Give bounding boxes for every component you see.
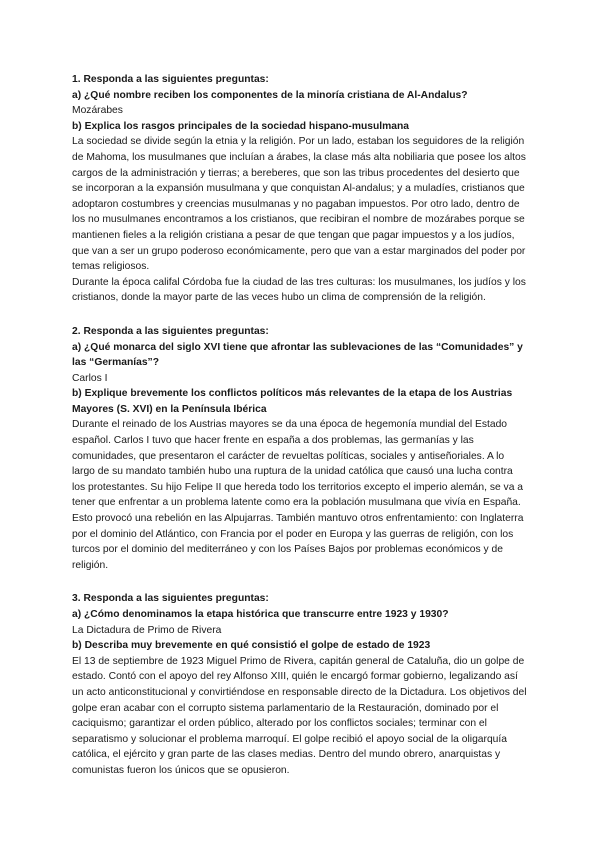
section-3 xyxy=(72,591,528,778)
section-heading: 3. Responda a las siguientes preguntas: xyxy=(72,593,269,605)
essay-paragraph: Durante la época califal Córdoba fue la ciudad de las tres culturas: los musulmanes, los judíos y los cristianos, donde la mayor parte de las veces hubo un clima de comprensión de la religión. xyxy=(72,276,526,304)
section-2 xyxy=(72,324,528,574)
section-heading: 1. Responda a las siguientes preguntas: xyxy=(72,74,269,85)
essay-question: b) Explica los rasgos principales de la sociedad hispano-musulmana xyxy=(72,120,410,132)
essay-question: b) Describa muy brevemente en qué consistió el golpe de estado de 1923 xyxy=(72,640,431,652)
short-answer: Carlos I xyxy=(72,372,108,384)
document-page xyxy=(72,72,528,797)
section-1 xyxy=(72,72,528,306)
short-question: a) ¿Qué nombre reciben los componentes de la minoría cristiana de Al-Andalus? xyxy=(72,89,468,101)
section-heading: 2. Responda a las siguientes preguntas: xyxy=(72,325,269,337)
short-answer: Mozárabes xyxy=(72,105,123,117)
essay-paragraph: La sociedad se divide según la etnia y la religión. Por un lado, estaban los seguidores de la religión de Mahoma, los musulmanes que incluían a árabes, la clase más alta nobiliaria que posee los altos cargos de la administración y tierras; a bereberes, que son las tribus procedentes del desierto que se incorporan a la expansión musulmana y que conquistan Al-andalus; y a muladíes, cristianos que adoptaron costumbres y creencias musulmanas y no pagaban impuestos. Por otro lado, dentro de los no musulmanes encontramos a los cristianos, que recibiran el nombre de mozárabes porque se mantienen fieles a la religión cristiana a pesar de que tengan que pagar impuestos y a los judíos, que van a ser un grupo poderoso económicamente, pero que van a estar marginados del poder por temas religiosos. xyxy=(72,136,526,273)
essay-paragraph: Durante el reinado de los Austrias mayores se da una época de hegemonía mundial del Estado español. Carlos I tuvo que hacer frente en españa a dos problemas, las germanías y las comunidades, que presentaron el carácter de revueltas políticas, sociales y antiseñoriales. A lo largo de su mandato también hubo una ruptura de la unidad católica que causó una lucha contra los protestantes. Su hijo Felipe II que hereda todo los territorios excepto el imperio alemán, se va a tener que enfrentar a un problema latente como era la población musulmana que vivía en España. Esto provocó una rebelión en las Alpujarras. También mantuvo otros enfrentamiento: con Inglaterra por el dominio del Atlántico, con Francia por el poder en Europa y las guerras de religión, con los turcos por el dominio del mediterráneo y con los Países Bajos por problemas económicos y de religión. xyxy=(72,419,524,571)
short-question: a) ¿Qué monarca del siglo XVI tiene que afrontar las sublevaciones de las “Comunidades” y las “Germanías”? xyxy=(72,341,523,369)
short-answer: La Dictadura de Primo de Rivera xyxy=(72,624,222,636)
essay-question: b) Explique brevemente los conflictos políticos más relevantes de la etapa de los Austrias Mayores (S. XVI) en la Península Ibérica xyxy=(72,388,513,415)
short-question: a) ¿Cómo denominamos la etapa histórica que transcurre entre 1923 y 1930? xyxy=(72,609,449,620)
essay-paragraph: El 13 de septiembre de 1923 Miguel Primo de Rivera, capitán general de Cataluña, dio un golpe de estado. Contó con el apoyo del rey Alfonso XIII, quién le encargó formar gobierno, legalizando así un acto anticonstitucional y convirtiéndose en responsable directo de la Dictadura. Los objetivos del golpe eran acabar con el corrupto sistema parlamentario de la Restauración, dominado por el caciquismo; garantizar el orden público, alterado por los conflictos sociales; terminar con el separatismo y solucionar el problema marroquí. El golpe recibió el apoyo social de la oligarquía católica, el ejército y gran parte de las clases medias. Dentro del mundo obrero, anarquistas y comunistas fueron los únicos que se opusieron. xyxy=(72,655,527,776)
